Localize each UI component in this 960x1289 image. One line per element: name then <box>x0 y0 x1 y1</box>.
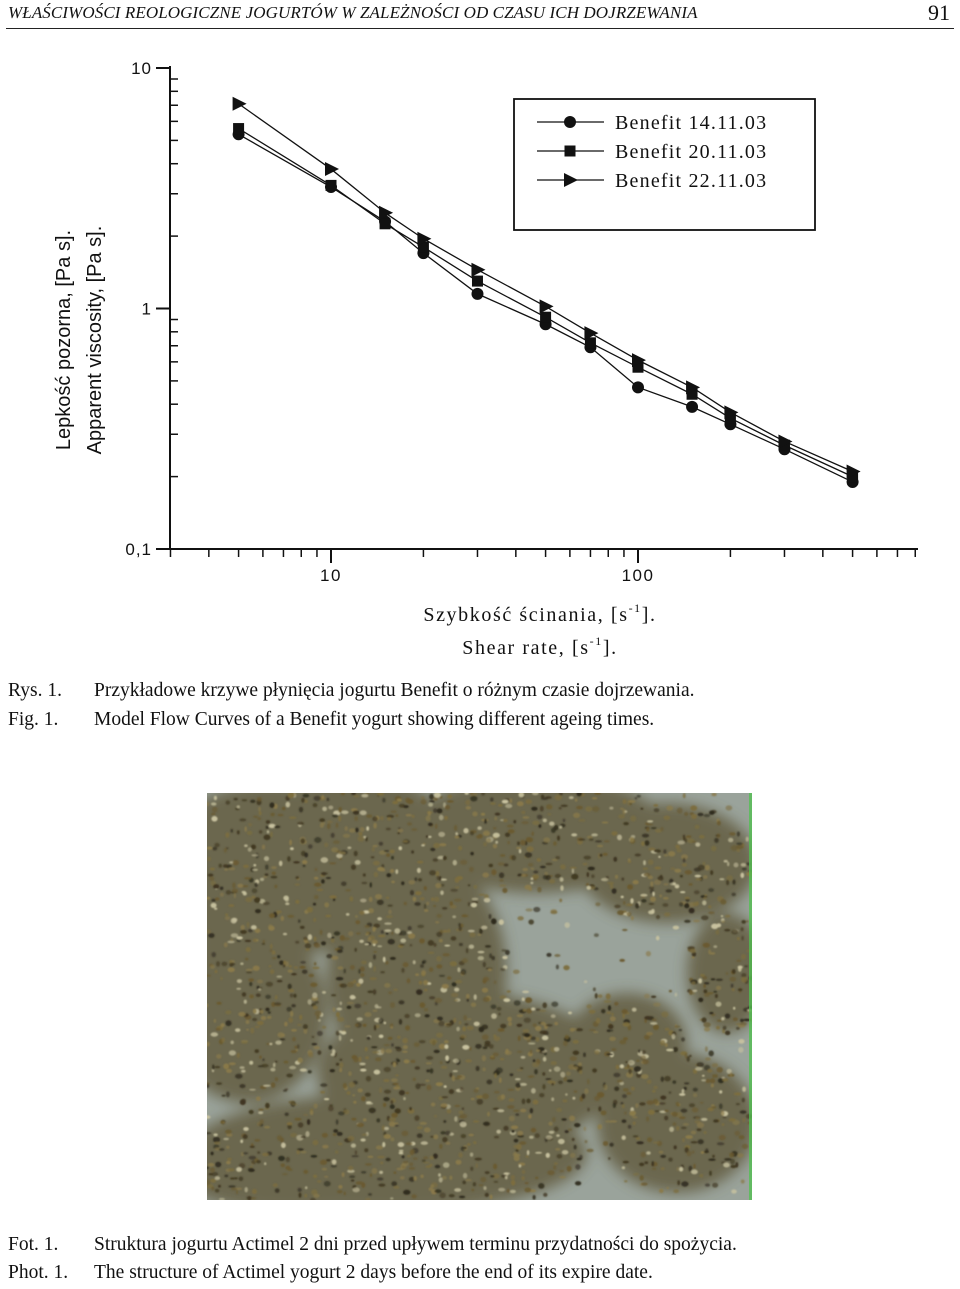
data-point-square <box>380 218 391 229</box>
photo-caption-en <box>8 1262 948 1288</box>
data-point-square <box>540 312 551 323</box>
running-title: WŁAŚCIWOŚCI REOLOGICZNE JOGURTÓW W ZALEŻNOŚCI OD CZASU ICH DOJRZEWANIA <box>8 3 698 22</box>
legend-label: Benefit 20.11.03 <box>615 141 768 163</box>
photo-caption-en-text: The structure of Actimel yogurt 2 days before the end of its expire date. <box>94 1262 653 1283</box>
data-point-triangle <box>471 263 485 277</box>
data-point-square <box>326 180 337 191</box>
x-tick-label: 10 <box>320 566 342 585</box>
legend-label: Benefit 22.11.03 <box>615 170 768 192</box>
data-point-triangle <box>540 299 554 313</box>
chart-labels <box>53 226 657 659</box>
figure-caption-pl <box>8 680 908 706</box>
data-point-square <box>565 146 576 157</box>
photo-caption-en-label: Phot. 1. <box>8 1262 69 1283</box>
y-tick-label: 10 <box>131 59 152 78</box>
figure-caption-pl-label: Rys. 1. <box>8 680 62 701</box>
x-axis-title-pl: Szybkość ścinania, $[s^{-1}]$. <box>423 601 657 626</box>
figure-caption-en <box>8 709 908 735</box>
data-point-circle <box>686 401 698 413</box>
y-tick-label: 1 <box>141 299 152 319</box>
photo-edge-artifact <box>749 793 752 1200</box>
x-axis-title-en: Shear rate, $[s^{-1}]$. <box>462 634 618 659</box>
micrograph-texture <box>207 793 752 1200</box>
figure-caption-en-label: Fig. 1. <box>8 709 59 730</box>
figure-caption-pl-text: Przykładowe krzywe płynięcia jogurtu Benefit o różnym czasie dojrzewania. <box>94 680 695 701</box>
y-axis-title-en: Apparent viscosity, [Pa s]. <box>84 225 106 455</box>
legend-label: Benefit 14.11.03 <box>615 112 768 134</box>
data-point-circle <box>564 116 576 128</box>
photo-caption-pl-text: Struktura jogurtu Actimel 2 dni przed upływem terminu przydatności do spożycia. <box>94 1234 737 1255</box>
data-point-circle <box>632 381 644 393</box>
chart-legend <box>514 99 815 230</box>
photo-caption-pl <box>8 1234 948 1260</box>
yogurt-micrograph-photo <box>207 793 752 1200</box>
page-number: 91 <box>928 0 950 25</box>
figure-caption-en-text: Model Flow Curves of a Benefit yogurt showing different ageing times. <box>94 709 655 730</box>
data-point-square <box>472 276 483 287</box>
y-axis-title-pl: Lepkość pozorna, [Pa s]. <box>53 229 75 451</box>
data-point-square <box>233 123 244 134</box>
x-tick-label: 100 <box>621 566 655 585</box>
data-point-circle <box>471 288 483 300</box>
y-tick-label: 0,1 <box>125 540 152 559</box>
photo-caption-pl-label: Fot. 1. <box>8 1234 59 1255</box>
